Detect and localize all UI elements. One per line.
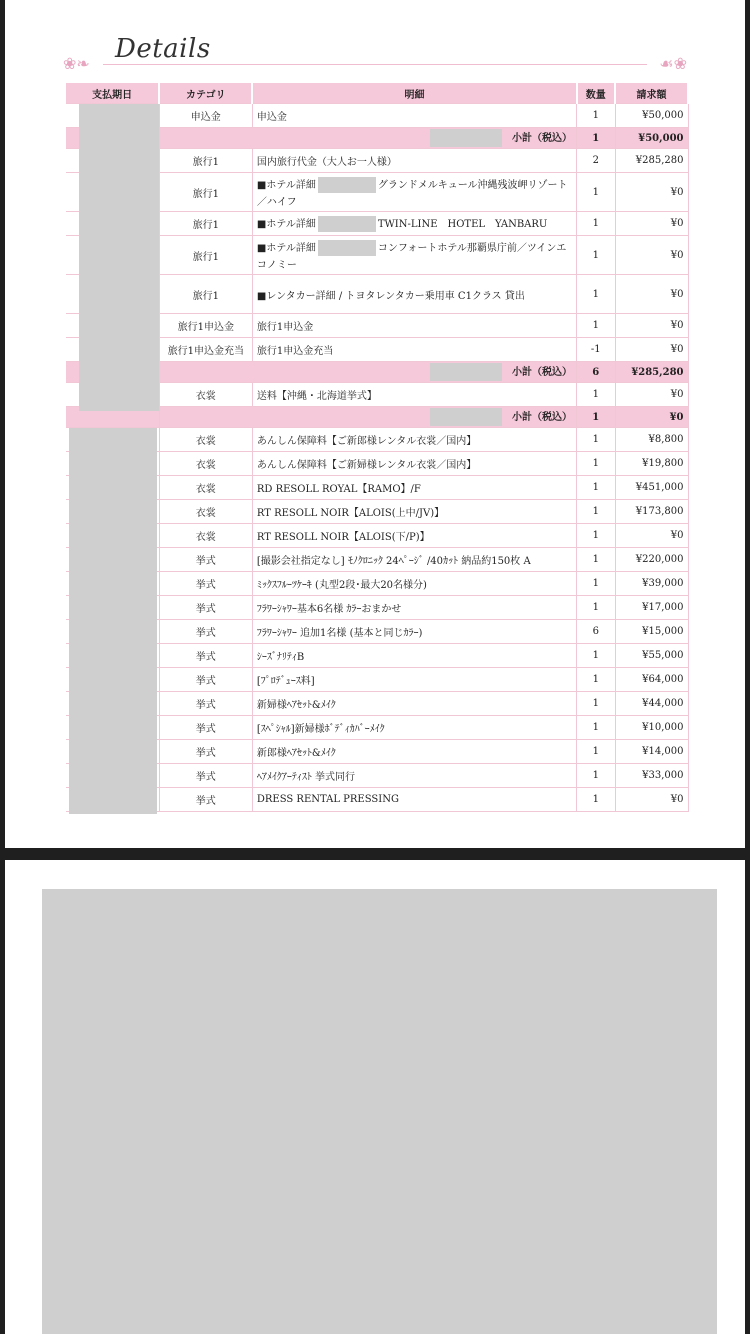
description-cell: [252, 275, 576, 314]
amount-cell: ¥0: [615, 383, 688, 407]
details-table: [66, 83, 689, 812]
table-row: [66, 314, 688, 338]
quantity-cell: 1: [577, 524, 615, 548]
table-row: [66, 275, 688, 314]
category-cell: 衣裳: [159, 452, 252, 476]
category-cell: 旅行1: [159, 275, 252, 314]
description-prefix: ■ホテル詳細: [256, 179, 316, 191]
redacted-block: [430, 408, 502, 426]
description-cell: [252, 644, 576, 668]
quantity-cell: 6: [577, 362, 615, 383]
description-text: ﾍｱﾒｲｸｱｰﾃｨｽﾄ 挙式同行: [256, 772, 356, 783]
amount-cell: ¥0: [615, 236, 688, 275]
column-header-description: 明細: [252, 83, 576, 104]
quantity-cell: 1: [577, 128, 615, 149]
quantity-cell: 1: [577, 104, 615, 128]
description-text: ■レンタカー詳細 / トヨタレンタカー乗用車 C1クラス 貸出: [256, 290, 525, 302]
subtotal-label: 小計（税込）: [512, 132, 573, 144]
description-cell: [252, 740, 576, 764]
description-prefix: ■ホテル詳細: [256, 218, 316, 230]
description-detail: グランドメルキュール沖縄残波岬リゾート／ハイフ: [256, 179, 568, 209]
description-cell: [252, 104, 576, 128]
table-row: [66, 236, 688, 275]
table-row: [66, 572, 688, 596]
category-cell: 旅行1申込金: [159, 314, 252, 338]
subtotal-label: 小計（税込）: [512, 366, 573, 378]
redacted-block: [430, 129, 502, 147]
description-text: [ﾌﾟﾛﾃﾞｭｰｽ料]: [256, 676, 315, 687]
decorative-line: [103, 64, 647, 65]
subtotal-row: [66, 362, 688, 383]
amount-cell: ¥285,280: [615, 362, 688, 383]
amount-cell: ¥8,800: [615, 428, 688, 452]
amount-cell: ¥14,000: [615, 740, 688, 764]
quantity-cell: 1: [577, 173, 615, 212]
category-cell: 挙式: [159, 740, 252, 764]
table-row: [66, 476, 688, 500]
description-prefix: ■ホテル詳細: [256, 242, 316, 254]
column-header-due-date: 支払期日: [66, 83, 159, 104]
category-cell: 挙式: [159, 788, 252, 812]
floral-ornament-right-icon: ☙❀: [659, 54, 687, 73]
amount-cell: ¥39,000: [615, 572, 688, 596]
description-text: RT RESOLL NOIR【ALOIS(上中/JV)】: [256, 508, 445, 519]
quantity-cell: 1: [577, 668, 615, 692]
table-row: [66, 500, 688, 524]
amount-cell: ¥33,000: [615, 764, 688, 788]
description-text: 国内旅行代金（大人お一人様）: [256, 157, 397, 168]
quantity-cell: 1: [577, 476, 615, 500]
quantity-cell: 6: [577, 620, 615, 644]
amount-cell: ¥285,280: [615, 149, 688, 173]
description-cell: [252, 548, 576, 572]
amount-cell: ¥173,800: [615, 500, 688, 524]
amount-cell: ¥55,000: [615, 644, 688, 668]
category-cell: 衣裳: [159, 476, 252, 500]
subtotal-row: [66, 407, 688, 428]
amount-cell: ¥0: [615, 524, 688, 548]
table-row: [66, 620, 688, 644]
subtotal-label-cell: [159, 128, 576, 149]
description-text: [ｽﾍﾟｼｬﾙ]新婦様ﾎﾞﾃﾞｨｶﾊﾞｰﾒｲｸ: [256, 724, 385, 735]
description-text: DRESS RENTAL PRESSING: [256, 794, 399, 805]
category-cell: 旅行1申込金充当: [159, 338, 252, 362]
amount-cell: ¥0: [615, 788, 688, 812]
amount-cell: ¥220,000: [615, 548, 688, 572]
description-cell: [252, 692, 576, 716]
quantity-cell: 1: [577, 236, 615, 275]
amount-cell: ¥0: [615, 407, 688, 428]
table-row: [66, 173, 688, 212]
amount-cell: ¥17,000: [615, 596, 688, 620]
subtotal-label-cell: [159, 362, 576, 383]
category-cell: 挙式: [159, 572, 252, 596]
description-cell: [252, 173, 576, 212]
category-cell: 挙式: [159, 692, 252, 716]
category-cell: 挙式: [159, 548, 252, 572]
description-cell: [252, 314, 576, 338]
description-cell: [252, 149, 576, 173]
description-cell: [252, 524, 576, 548]
table-row: [66, 596, 688, 620]
subtotal-label: 小計（税込）: [512, 411, 573, 423]
description-detail: TWIN-LINE HOTEL YANBARU: [377, 218, 548, 230]
amount-cell: ¥10,000: [615, 716, 688, 740]
description-detail: コンフォートホテル那覇県庁前／ツインエコノミー: [256, 242, 567, 272]
category-cell: 旅行1: [159, 212, 252, 236]
amount-cell: ¥0: [615, 173, 688, 212]
details-header: [63, 32, 687, 80]
description-text: [撮影会社指定なし] ﾓﾉｸﾛﾆｯｸ 24ﾍﾟｰｼﾞ /40ｶｯﾄ 納品約150枚 A: [256, 556, 531, 567]
floral-ornament-left-icon: ❀❧: [63, 54, 90, 73]
description-cell: [252, 338, 576, 362]
quantity-cell: 1: [577, 314, 615, 338]
table-row: [66, 788, 688, 812]
quantity-cell: 1: [577, 452, 615, 476]
description-cell: [252, 212, 576, 236]
quantity-cell: 1: [577, 212, 615, 236]
redacted-block: [318, 177, 376, 193]
description-text: 旅行1申込金: [256, 322, 314, 333]
table-row: [66, 452, 688, 476]
quantity-cell: 1: [577, 596, 615, 620]
description-cell: [252, 764, 576, 788]
table-row: [66, 740, 688, 764]
description-cell: [252, 476, 576, 500]
table-row: [66, 428, 688, 452]
table-row: [66, 644, 688, 668]
amount-cell: ¥0: [615, 338, 688, 362]
category-cell: 衣裳: [159, 500, 252, 524]
page-title: Details: [115, 34, 211, 64]
amount-cell: ¥451,000: [615, 476, 688, 500]
description-cell: [252, 452, 576, 476]
description-text: あんしん保障料【ご新婦様レンタル衣裳／国内】: [256, 460, 477, 471]
amount-cell: ¥50,000: [615, 128, 688, 149]
subtotal-label-cell: [159, 407, 576, 428]
column-header-amount: 請求額: [615, 83, 688, 104]
category-cell: 旅行1: [159, 173, 252, 212]
description-text: あんしん保障料【ご新郎様レンタル衣裳／国内】: [256, 436, 477, 447]
description-text: ﾌﾗﾜｰｼｬﾜｰ基本6名様 ｶﾗｰおまかせ: [256, 604, 402, 615]
redacted-block: [318, 240, 376, 256]
redacted-content-area: [42, 889, 717, 1334]
table-row: [66, 338, 688, 362]
description-cell: [252, 383, 576, 407]
table-row: [66, 149, 688, 173]
quantity-cell: 2: [577, 149, 615, 173]
description-text: 新婦様ﾍｱｾｯﾄ&ﾒｲｸ: [256, 700, 336, 711]
description-text: RT RESOLL NOIR【ALOIS(下/P)】: [256, 532, 430, 543]
quantity-cell: 1: [577, 692, 615, 716]
table-row: [66, 548, 688, 572]
amount-cell: ¥15,000: [615, 620, 688, 644]
description-text: 申込金: [256, 112, 287, 123]
table-row: [66, 524, 688, 548]
subtotal-row: [66, 128, 688, 149]
quantity-cell: 1: [577, 764, 615, 788]
amount-cell: ¥0: [615, 314, 688, 338]
table-row: [66, 764, 688, 788]
category-cell: 衣裳: [159, 524, 252, 548]
description-cell: [252, 596, 576, 620]
amount-cell: ¥19,800: [615, 452, 688, 476]
category-cell: 挙式: [159, 764, 252, 788]
document-page-1: [5, 0, 745, 848]
description-text: 新郎様ﾍｱｾｯﾄ&ﾒｲｸ: [256, 748, 336, 759]
table-row: [66, 692, 688, 716]
quantity-cell: 1: [577, 275, 615, 314]
description-cell: [252, 236, 576, 275]
category-cell: 衣裳: [159, 428, 252, 452]
document-page-2: [5, 860, 745, 1334]
category-cell: 挙式: [159, 596, 252, 620]
quantity-cell: 1: [577, 548, 615, 572]
description-text: 旅行1申込金充当: [256, 346, 334, 357]
category-cell: 申込金: [159, 104, 252, 128]
description-cell: [252, 668, 576, 692]
description-text: 送料【沖縄・北海道挙式】: [256, 391, 377, 402]
quantity-cell: 1: [577, 644, 615, 668]
quantity-cell: 1: [577, 428, 615, 452]
redacted-block: [430, 363, 502, 381]
category-cell: 挙式: [159, 620, 252, 644]
category-cell: 衣裳: [159, 383, 252, 407]
quantity-cell: 1: [577, 740, 615, 764]
column-header-category: カテゴリ: [159, 83, 252, 104]
description-cell: [252, 572, 576, 596]
table-row: [66, 212, 688, 236]
table-row: [66, 668, 688, 692]
description-text: RD RESOLL ROYAL【RAMO】/F: [256, 484, 421, 495]
amount-cell: ¥0: [615, 212, 688, 236]
description-text: ﾌﾗﾜｰｼｬﾜｰ 追加1名様 (基本と同じｶﾗｰ): [256, 628, 423, 639]
quantity-cell: 1: [577, 500, 615, 524]
table-row: [66, 383, 688, 407]
category-cell: 旅行1: [159, 236, 252, 275]
category-cell: 旅行1: [159, 149, 252, 173]
table-header-row: [66, 83, 688, 104]
quantity-cell: 1: [577, 383, 615, 407]
category-cell: 挙式: [159, 668, 252, 692]
redacted-due-date-2: [69, 428, 157, 814]
description-cell: [252, 788, 576, 812]
description-cell: [252, 620, 576, 644]
amount-cell: ¥0: [615, 275, 688, 314]
redacted-due-date-1: [79, 104, 159, 411]
table-row: [66, 716, 688, 740]
quantity-cell: 1: [577, 716, 615, 740]
description-text: ｼｰｽﾞﾅﾘﾃｨB: [256, 652, 305, 663]
amount-cell: ¥64,000: [615, 668, 688, 692]
quantity-cell: 1: [577, 572, 615, 596]
column-header-quantity: 数量: [577, 83, 615, 104]
description-cell: [252, 500, 576, 524]
redacted-block: [318, 216, 376, 232]
amount-cell: ¥50,000: [615, 104, 688, 128]
quantity-cell: -1: [577, 338, 615, 362]
category-cell: 挙式: [159, 644, 252, 668]
amount-cell: ¥44,000: [615, 692, 688, 716]
quantity-cell: 1: [577, 788, 615, 812]
description-cell: [252, 428, 576, 452]
description-text: ﾐｯｸｽﾌﾙｰﾂｹｰｷ (丸型2段･最大20名様分): [256, 580, 427, 591]
table-row: [66, 104, 688, 128]
quantity-cell: 1: [577, 407, 615, 428]
category-cell: 挙式: [159, 716, 252, 740]
description-cell: [252, 716, 576, 740]
